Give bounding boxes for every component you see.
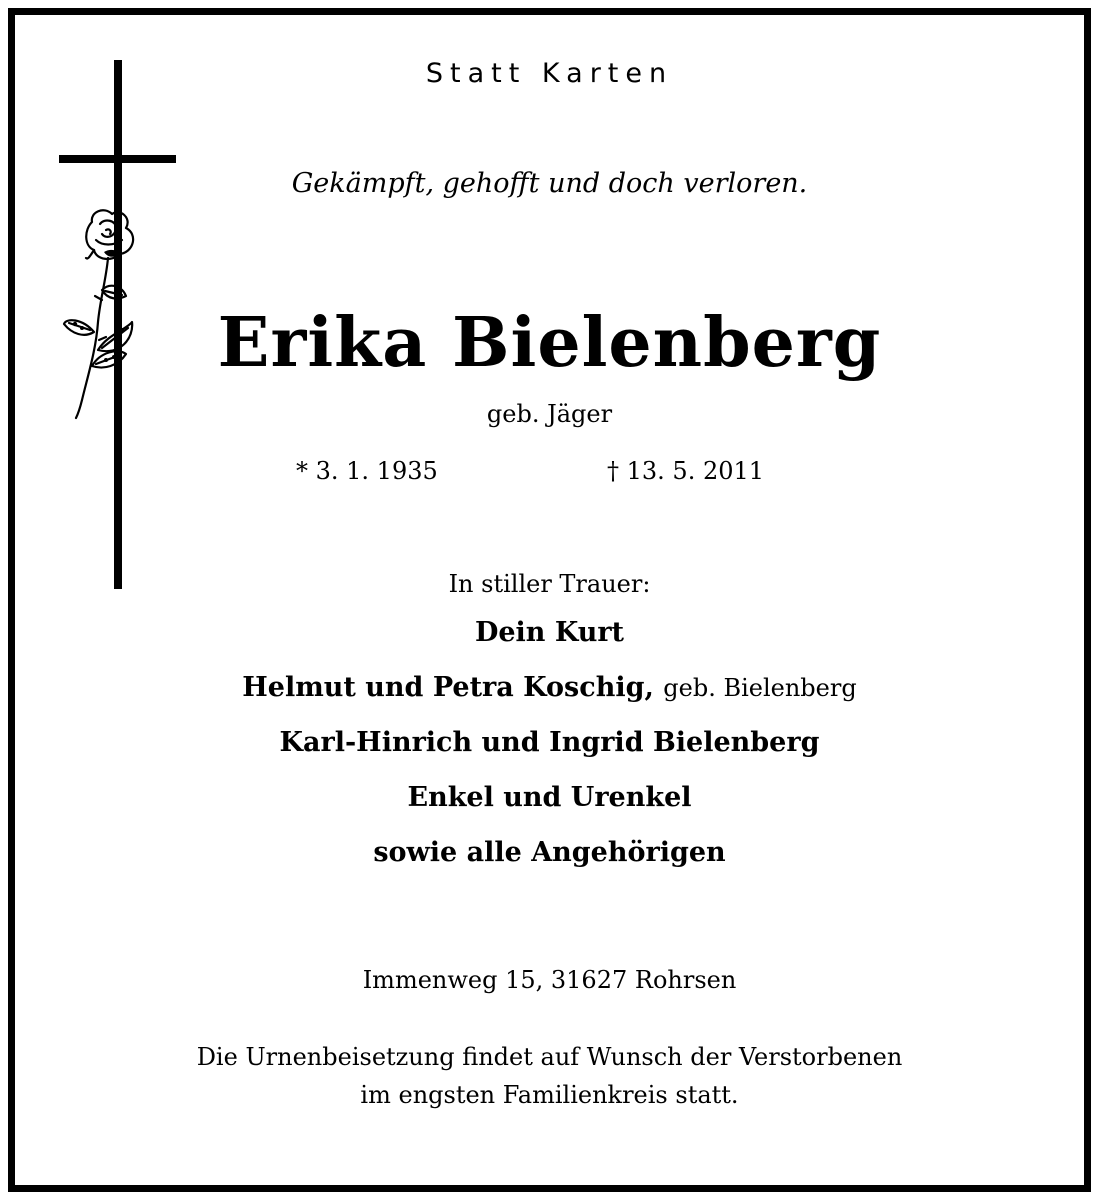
family-name: Enkel und Urenkel (407, 782, 692, 813)
family-addon: geb. Bielenberg (663, 674, 857, 702)
birth-date: * 3. 1. 1935 (296, 457, 438, 485)
address: Immenweg 15, 31627 Rohrsen (362, 966, 737, 994)
maiden-name: geb. Jäger (486, 400, 613, 428)
family-line (0, 833, 1099, 873)
family-line (0, 723, 1099, 763)
burial-note-line-1: Die Urnenbeisetzung findet auf Wunsch der Verstorbenen (196, 1043, 903, 1071)
mourning-intro: In stiller Trauer: (448, 570, 651, 598)
family-line (0, 778, 1099, 818)
header-text: Statt Karten (425, 58, 674, 89)
cross-bar (59, 155, 176, 163)
family-line (0, 668, 1099, 708)
family-name: Helmut und Petra Koschig, (242, 672, 654, 703)
motto: Gekämpft, gehofft und doch verloren. (291, 168, 808, 199)
death-date: † 13. 5. 2011 (607, 457, 765, 485)
family-name: Karl-Hinrich und Ingrid Bielenberg (279, 727, 820, 758)
family-line (0, 613, 1099, 653)
family-name: sowie alle Angehörigen (373, 837, 726, 868)
deceased-name: Erika Bielenberg (217, 303, 882, 383)
family-name: Dein Kurt (474, 617, 625, 648)
burial-note-line-2: im engsten Familienkreis statt. (360, 1081, 739, 1109)
